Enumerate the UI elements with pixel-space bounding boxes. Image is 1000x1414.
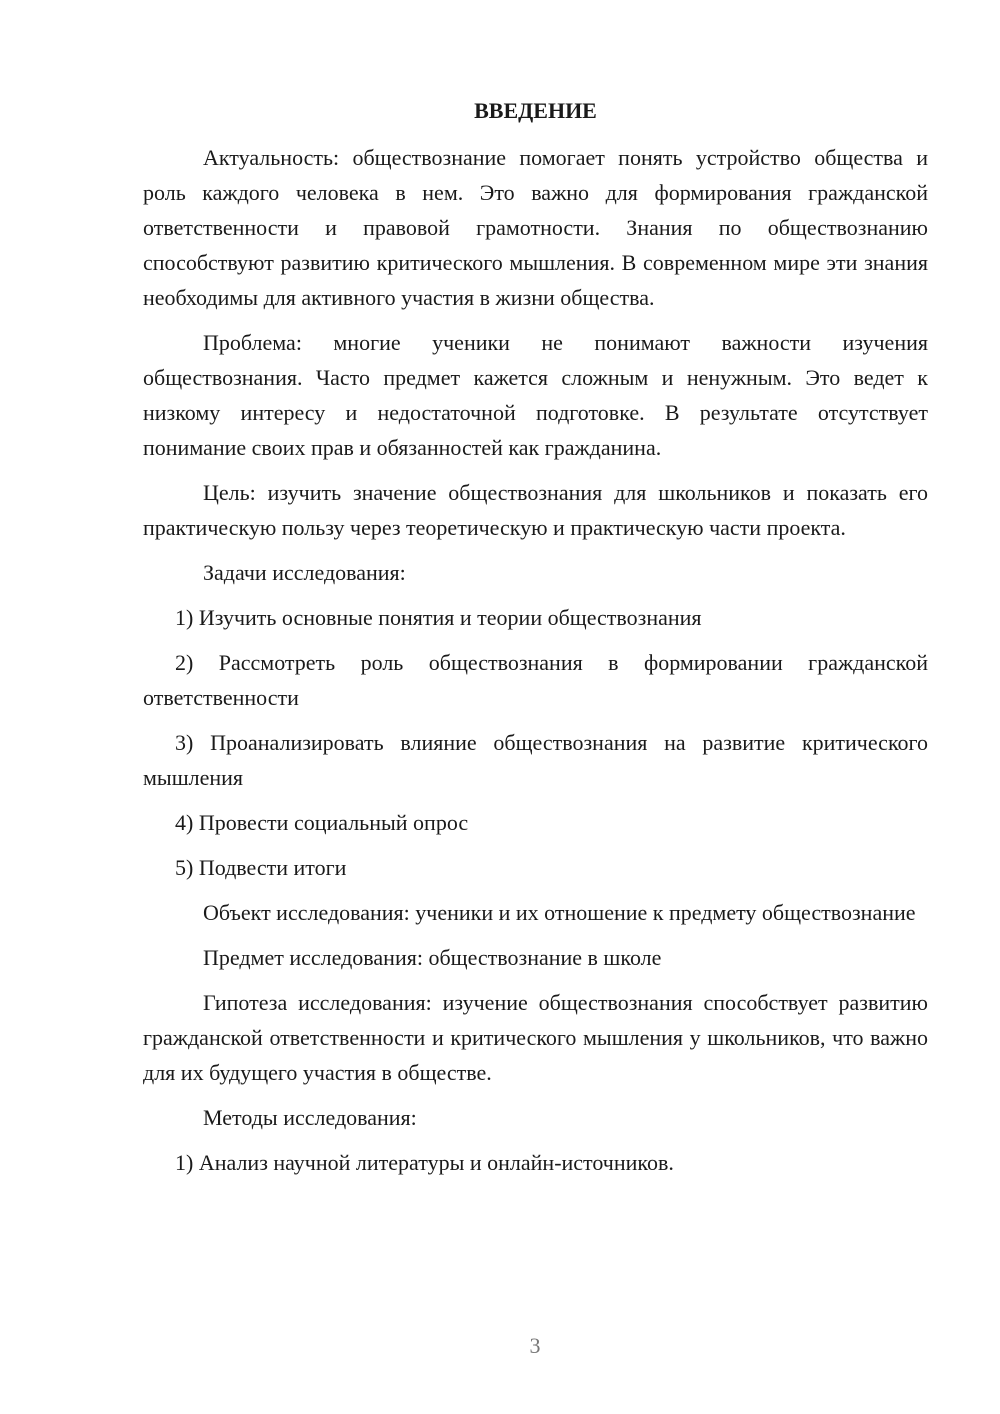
task-item: 5) Подвести итоги (175, 855, 347, 880)
relevance-paragraph: Актуальность: обществознание помогает понять устройство общества и роль каждого человека в нем. Это важно для формирования гражданской ответственности и правовой грамотности. Знания по обществознанию способствуют развитию критического мышления. В современном мире эти знания необходимы для активного участия в жизни общества. (143, 145, 928, 310)
section-title: ВВЕДЕНИЕ (474, 98, 597, 123)
goal-paragraph: Цель: изучить значение обществознания для школьников и показать его практическую пользу через теоретическую и практическую части проекта. (143, 480, 928, 540)
page-content (143, 93, 928, 1190)
page-number: 3 (529, 1333, 541, 1358)
method-item: 1) Анализ научной литературы и онлайн-источников. (175, 1150, 674, 1175)
subject-paragraph: Предмет исследования: обществознание в школе (203, 945, 662, 970)
task-item: 2) Рассмотреть роль обществознания в формировании гражданской ответственности (143, 650, 928, 710)
hypothesis-paragraph: Гипотеза исследования: изучение обществознания способствует развитию гражданской ответственности и критического мышления у школьников, что важно для их будущего участия в обществе. (143, 990, 928, 1085)
problem-paragraph: Проблема: многие ученики не понимают важности изучения обществознания. Часто предмет кажется сложным и ненужным. Это ведет к низкому интересу и недостаточной подготовке. В результате отсутствует понимание своих прав и обязанностей как гражданина. (143, 330, 928, 460)
methods-heading: Методы исследования: (203, 1105, 417, 1130)
task-item: 1) Изучить основные понятия и теории обществознания (175, 605, 702, 630)
object-paragraph: Объект исследования: ученики и их отношение к предмету обществознание (203, 900, 916, 925)
task-item: 4) Провести социальный опрос (175, 810, 469, 835)
task-item: 3) Проанализировать влияние обществознания на развитие критического мышления (143, 730, 928, 790)
tasks-heading: Задачи исследования: (203, 560, 406, 585)
